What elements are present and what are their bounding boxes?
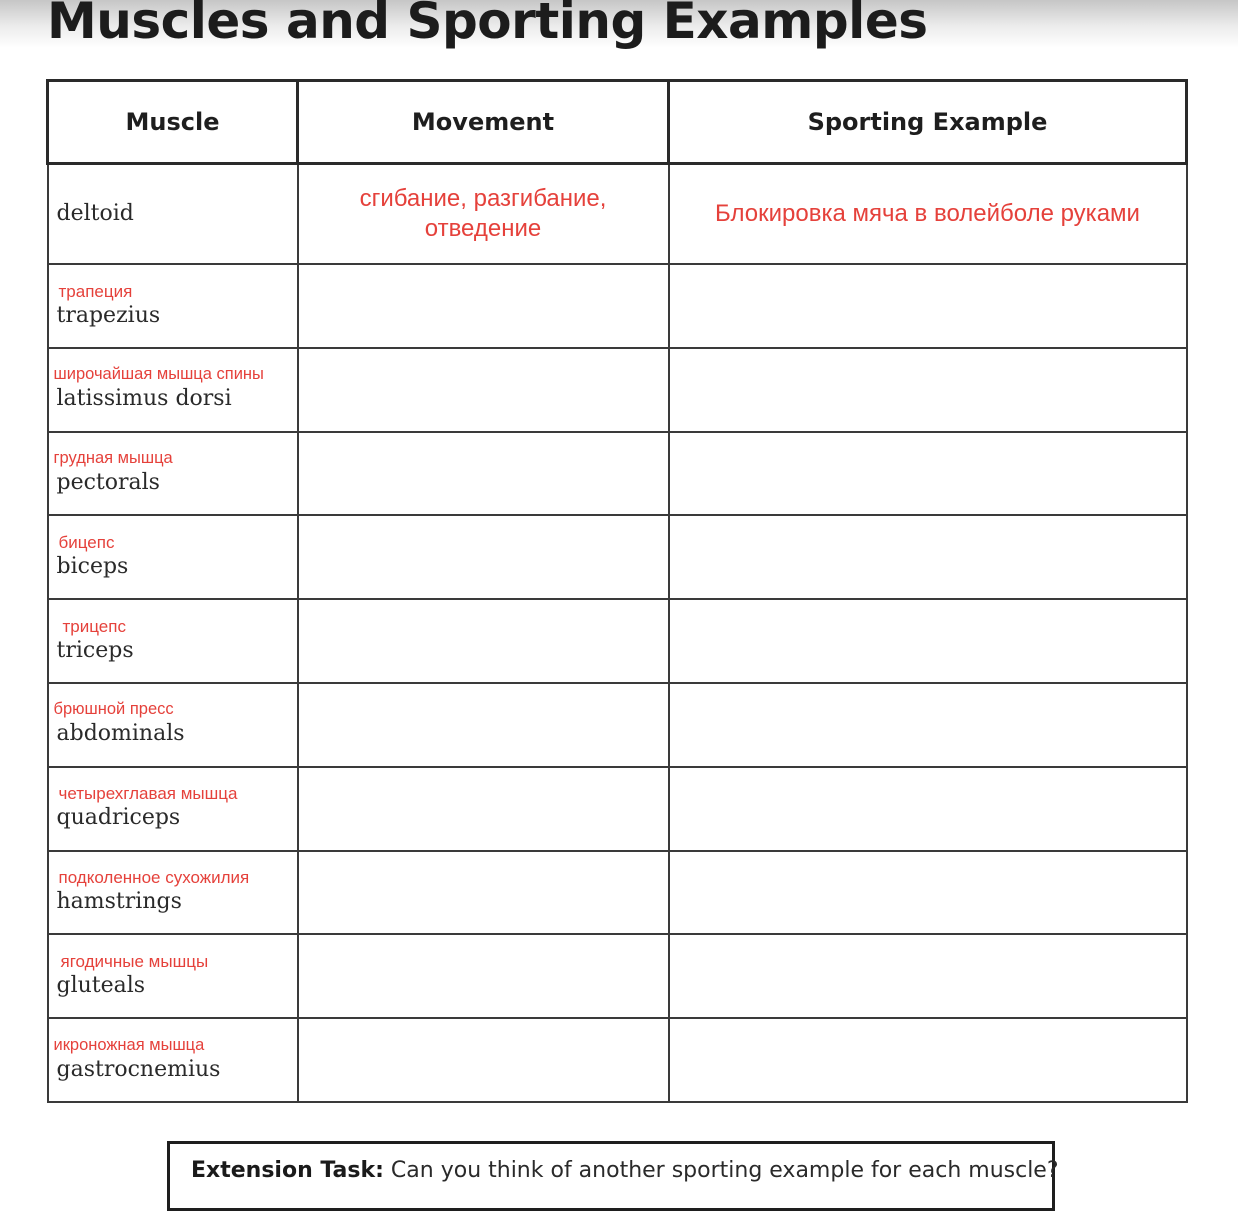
muscle-name-en: pectorals bbox=[56, 470, 160, 496]
table-row-deltoid bbox=[48, 164, 1187, 265]
page-title: Muscles and Sporting Examples bbox=[47, 0, 928, 50]
table-row-abdominals bbox=[48, 683, 1187, 767]
muscle-cell bbox=[48, 599, 298, 683]
header-sporting-example: Sporting Example bbox=[669, 81, 1187, 164]
table-row-pectorals bbox=[48, 432, 1187, 516]
table-row-gastrocnemius bbox=[48, 1018, 1187, 1102]
table-row-gluteals bbox=[48, 934, 1187, 1018]
muscle-name-en: trapezius bbox=[56, 302, 161, 328]
sporting-example-cell[interactable] bbox=[669, 851, 1187, 935]
muscle-name-en: deltoid bbox=[56, 201, 134, 227]
muscle-cell bbox=[48, 767, 298, 851]
movement-cell[interactable] bbox=[298, 767, 669, 851]
muscle-name-ru: широчайшая мышца спины bbox=[53, 365, 264, 384]
muscle-cell bbox=[48, 683, 298, 767]
muscle-name-en: gastrocnemius bbox=[56, 1056, 221, 1082]
table-row-biceps bbox=[48, 515, 1187, 599]
sporting-example-cell[interactable] bbox=[669, 1018, 1187, 1102]
sporting-example-cell[interactable]: Блокировка мяча в волейболе руками bbox=[669, 164, 1187, 265]
header-movement: Movement bbox=[298, 81, 669, 164]
movement-cell[interactable] bbox=[298, 1018, 669, 1102]
table-row-trapezius bbox=[48, 264, 1187, 348]
muscle-name-en: hamstrings bbox=[56, 889, 182, 914]
muscle-name-en: abdominals bbox=[56, 721, 185, 747]
muscle-cell bbox=[48, 348, 298, 432]
muscle-cell bbox=[48, 264, 298, 348]
movement-cell[interactable] bbox=[298, 348, 669, 432]
muscle-name-ru: четырехглавая мышца bbox=[58, 784, 238, 804]
muscle-name-ru: подколенное сухожилия bbox=[58, 868, 250, 887]
muscle-name-en: triceps bbox=[56, 637, 134, 663]
muscle-name-en: gluteals bbox=[56, 972, 146, 998]
extension-task-text: Can you think of another sporting example for each muscle? bbox=[383, 1158, 1059, 1183]
movement-cell[interactable] bbox=[298, 934, 669, 1018]
movement-cell[interactable]: сгибание, разгибание, отведение bbox=[298, 164, 669, 265]
movement-cell[interactable] bbox=[298, 683, 669, 767]
muscle-cell bbox=[48, 1018, 298, 1102]
muscles-table bbox=[46, 79, 1188, 1103]
table-row-latissimus-dorsi bbox=[48, 348, 1187, 432]
muscle-cell bbox=[48, 164, 298, 265]
muscle-name-ru: бицепс bbox=[58, 532, 115, 552]
table-row-triceps bbox=[48, 599, 1187, 683]
muscle-name-ru: трапеция bbox=[58, 281, 133, 301]
muscle-name-en: biceps bbox=[56, 553, 129, 579]
sporting-example-cell[interactable] bbox=[669, 264, 1187, 348]
sporting-example-cell[interactable] bbox=[669, 934, 1187, 1018]
sporting-example-cell[interactable] bbox=[669, 599, 1187, 683]
muscle-cell bbox=[48, 851, 298, 935]
movement-cell[interactable] bbox=[298, 851, 669, 935]
muscle-cell bbox=[48, 934, 298, 1018]
muscle-name-ru: трицепс bbox=[62, 616, 126, 636]
muscle-cell bbox=[48, 432, 298, 516]
muscle-name-ru: ягодичные мышцы bbox=[60, 951, 209, 971]
sporting-example-cell[interactable] bbox=[669, 515, 1187, 599]
muscle-name-en: quadriceps bbox=[56, 805, 181, 831]
movement-cell[interactable] bbox=[298, 264, 669, 348]
header-muscle: Muscle bbox=[48, 81, 298, 164]
sporting-example-cell[interactable] bbox=[669, 348, 1187, 432]
muscle-name-ru: грудная мышца bbox=[53, 449, 173, 468]
muscle-cell bbox=[48, 515, 298, 599]
header-row bbox=[48, 81, 1187, 164]
muscle-name-ru: икроножная мышца bbox=[53, 1035, 205, 1054]
table-row-quadriceps bbox=[48, 767, 1187, 851]
sporting-example-cell[interactable] bbox=[669, 432, 1187, 516]
extension-task-box bbox=[167, 1141, 1059, 1211]
extension-task-label: Extension Task: bbox=[191, 1158, 384, 1183]
muscle-name-en: latissimus dorsi bbox=[56, 386, 232, 412]
table-row-hamstrings bbox=[48, 851, 1187, 935]
sporting-example-cell[interactable] bbox=[669, 767, 1187, 851]
movement-cell[interactable] bbox=[298, 432, 669, 516]
movement-cell[interactable] bbox=[298, 515, 669, 599]
sporting-example-cell[interactable] bbox=[669, 683, 1187, 767]
muscle-name-ru: брюшной пресс bbox=[53, 700, 174, 719]
movement-cell[interactable] bbox=[298, 599, 669, 683]
